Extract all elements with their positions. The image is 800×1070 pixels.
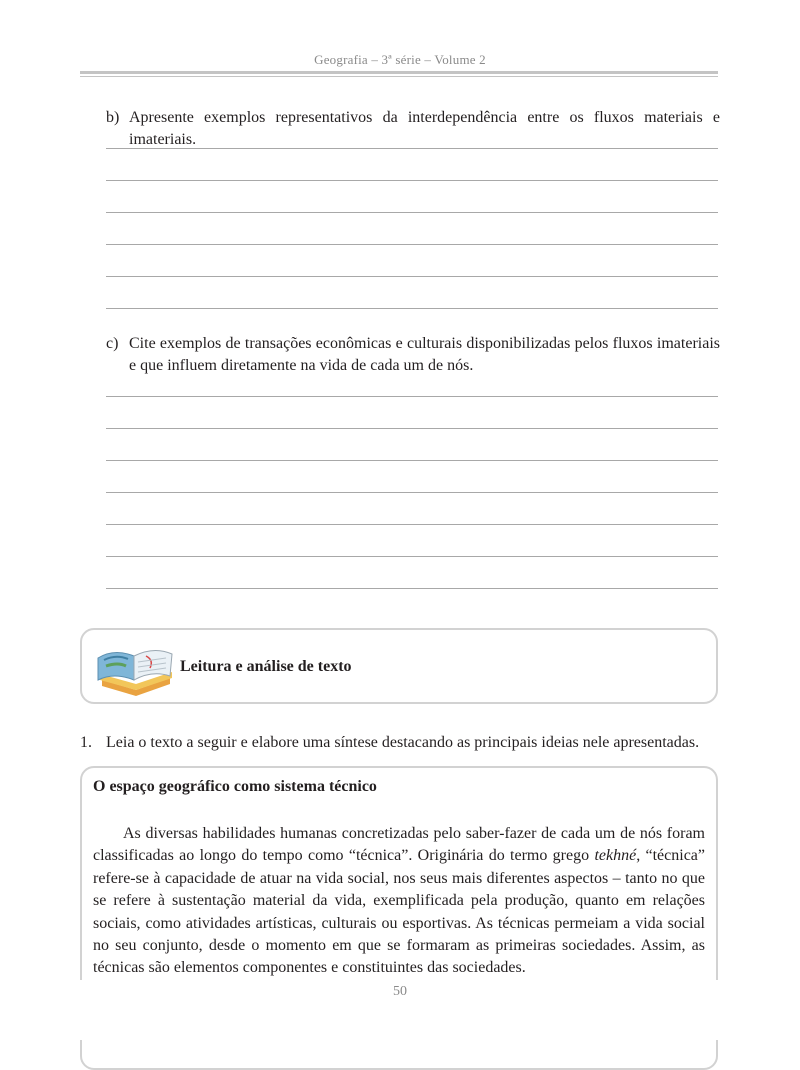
answer-line[interactable] (106, 460, 718, 461)
question-c-text: Cite exemplos de transações econômicas e culturais disponibilizadas pelos fluxos imateriais e que influem diretamente na vida de cada um de nós. (129, 335, 720, 374)
page-number: 50 (0, 984, 800, 1000)
reading-paragraph: As diversas habilidades humanas concretizadas pelo saber-fazer de cada um de nós foram classificadas ao longo do tempo como “técnica”. Originária do termo grego tekhné, “técnica” refere-se à capacidade de atuar na vida social, nos seus mais diferentes aspectos – tanto no que se refere à sustentação material da vida, exemplificada pela produção, quanto em relações sociais, como atividades artísticas, culturais ou esportivas. As técnicas permeiam a vida social no seu conjunto, desde o momento em que se formaram as primeiras sociedades. Assim, as técnicas são elementos componentes e constituintes das sociedades. (93, 825, 706, 977)
answer-line[interactable] (106, 180, 718, 181)
question-b-text: Apresente exemplos representativos da interdependência entre os fluxos materiais e imateriais. (129, 109, 720, 148)
question-b-label: b) (106, 109, 120, 126)
section-banner (80, 628, 718, 704)
answer-line[interactable] (106, 244, 718, 245)
answer-line[interactable] (106, 524, 718, 525)
answer-line[interactable] (106, 492, 718, 493)
answer-line[interactable] (106, 396, 718, 397)
task-1-label: 1. (80, 734, 92, 751)
answer-line[interactable] (106, 308, 718, 309)
header-rule-thick (80, 71, 718, 74)
running-header: Geografia – 3ª série – Volume 2 (314, 52, 486, 67)
question-c-label: c) (106, 335, 119, 352)
question-b (106, 107, 720, 151)
task-1 (80, 732, 720, 754)
answer-line[interactable] (106, 276, 718, 277)
task-1-text: Leia o texto a seguir e elabore uma síntese destacando as principais ideias nele apresentadas. (106, 734, 700, 751)
question-c (106, 333, 720, 377)
answer-line[interactable] (106, 588, 718, 589)
reading-title: O espaço geográfico como sistema técnico (93, 778, 377, 795)
answer-line[interactable] (106, 556, 718, 557)
answer-line[interactable] (106, 148, 718, 149)
reading-body (93, 823, 705, 980)
header-rule-thin (80, 76, 718, 77)
answer-line[interactable] (106, 428, 718, 429)
answer-line[interactable] (106, 212, 718, 213)
section-title: Leitura e análise de texto (180, 658, 352, 675)
open-book-icon (96, 636, 174, 696)
reading-italic-term: tekhné (594, 847, 637, 865)
